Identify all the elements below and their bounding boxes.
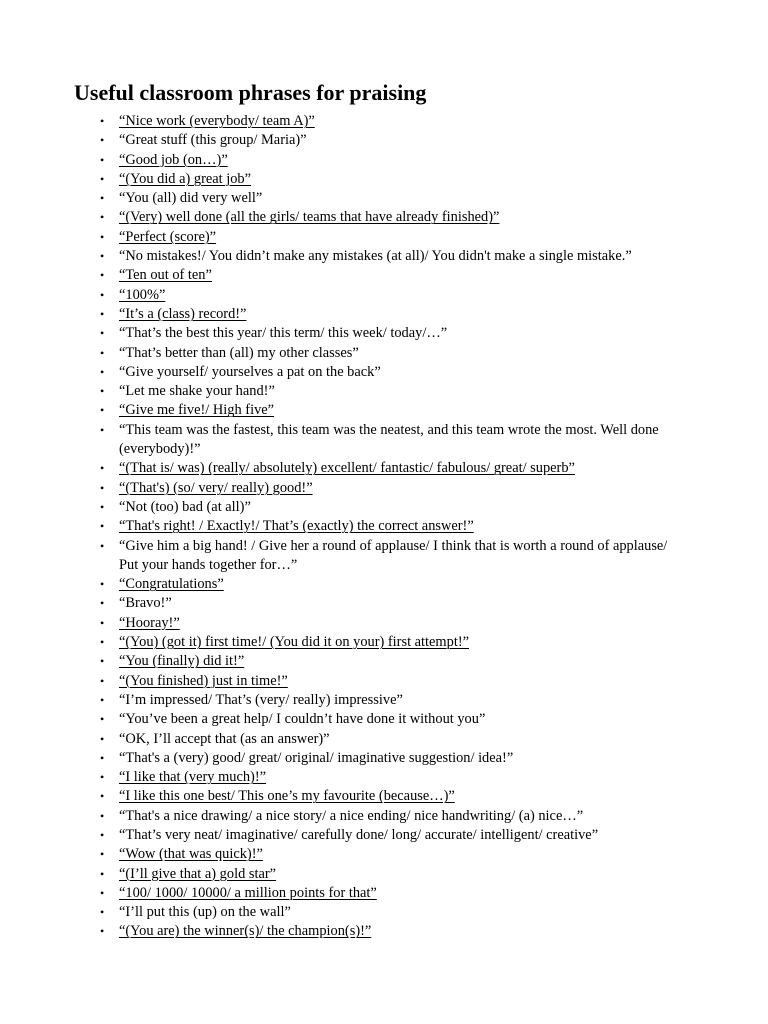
bullet-icon: • bbox=[100, 384, 105, 399]
bullet-icon: • bbox=[100, 827, 105, 842]
phrase-text: “Not (too) bad (at all)” bbox=[119, 498, 251, 515]
list-item bbox=[0, 787, 768, 806]
phrase-text: “You (finally) did it!” bbox=[119, 653, 245, 670]
phrase-text: “Ten out of ten” bbox=[119, 267, 212, 284]
bullet-icon: • bbox=[100, 422, 105, 437]
bullet-icon: • bbox=[100, 615, 105, 630]
phrase-text: “Nice work (everybody/ team A)” bbox=[119, 113, 315, 129]
list-item bbox=[0, 228, 768, 247]
list-item bbox=[0, 652, 768, 671]
list-item bbox=[0, 691, 768, 710]
list-item bbox=[0, 594, 768, 613]
list-item bbox=[0, 807, 768, 826]
phrase-text: “That's a nice drawing/ a nice story/ a nice ending/ nice handwriting/ (a) nice…” bbox=[119, 807, 584, 824]
list-item bbox=[0, 768, 768, 787]
list-item bbox=[0, 922, 768, 941]
phrase-text: “(You finished) just in time!” bbox=[119, 672, 288, 689]
phrase-text: “(You did a) great job” bbox=[119, 170, 252, 187]
list-item bbox=[0, 710, 768, 729]
phrase-text: “Good job (on…)” bbox=[119, 151, 228, 168]
phrase-text: “100%” bbox=[119, 286, 166, 303]
bullet-icon: • bbox=[100, 538, 105, 553]
list-item bbox=[0, 884, 768, 903]
bullet-icon: • bbox=[100, 847, 105, 862]
bullet-icon: • bbox=[100, 326, 105, 341]
list-item bbox=[0, 189, 768, 208]
phrase-text: “You’ve been a great help/ I couldn’t have done it without you” bbox=[119, 711, 486, 728]
bullet-icon: • bbox=[100, 268, 105, 283]
list-item bbox=[0, 633, 768, 652]
list-item bbox=[0, 614, 768, 633]
phrase-text: “(That is/ was) (really/ absolutely) excellent/ fantastic/ fabulous/ great/ superb” bbox=[119, 460, 575, 477]
bullet-icon: • bbox=[100, 712, 105, 727]
phrase-text: “OK, I’ll accept that (as an answer)” bbox=[119, 730, 330, 747]
phrase-text: “Wow (that was quick)!” bbox=[119, 846, 263, 863]
list-item bbox=[0, 363, 768, 382]
phrase-text: “(You) (got it) first time!/ (You did it on your) first attempt!” bbox=[119, 634, 470, 651]
bullet-icon: • bbox=[100, 654, 105, 669]
list-item bbox=[0, 730, 768, 749]
bullet-icon: • bbox=[100, 287, 105, 302]
list-item bbox=[0, 903, 768, 922]
phrase-text: “That’s very neat/ imaginative/ carefully done/ long/ accurate/ intelligent/ creative” bbox=[119, 826, 599, 843]
list-item bbox=[0, 401, 768, 420]
bullet-icon: • bbox=[100, 191, 105, 206]
phrase-text: “That’s better than (all) my other classes” bbox=[119, 344, 359, 361]
bullet-icon: • bbox=[100, 249, 105, 264]
list-item bbox=[0, 865, 768, 884]
page-title: Useful classroom phrases for praising bbox=[74, 80, 427, 105]
bullet-icon: • bbox=[100, 364, 105, 379]
phrase-text: “Congratulations” bbox=[119, 576, 224, 593]
bullet-icon: • bbox=[100, 345, 105, 360]
bullet-icon: • bbox=[100, 731, 105, 746]
list-item bbox=[0, 826, 768, 845]
phrase-text: “You (all) did very well” bbox=[119, 190, 263, 207]
phrase-text: “Perfect (score)” bbox=[119, 228, 217, 245]
phrase-text: “This team was the fastest, this team was the neatest, and this team wrote the most. Well done (everybody)!” bbox=[119, 421, 659, 458]
phrase-text: “I’m impressed/ That’s (very/ really) impressive” bbox=[119, 691, 403, 708]
phrase-text: “(You are) the winner(s)/ the champion(s)!” bbox=[119, 923, 372, 940]
list-item bbox=[0, 459, 768, 478]
list-item bbox=[0, 575, 768, 594]
phrase-text: “(I’ll give that a) gold star” bbox=[119, 865, 277, 882]
list-item bbox=[0, 247, 768, 266]
phrase-text: “It’s a (class) record!” bbox=[119, 305, 247, 322]
phrase-text: “I like this one best/ This one’s my favourite (because…)” bbox=[119, 788, 455, 805]
bullet-icon: • bbox=[100, 229, 105, 244]
list-item bbox=[0, 845, 768, 864]
phrase-text: “Hooray!” bbox=[119, 614, 180, 631]
list-item bbox=[0, 151, 768, 170]
bullet-icon: • bbox=[100, 635, 105, 650]
list-item bbox=[0, 749, 768, 768]
list-item bbox=[0, 112, 768, 131]
bullet-icon: • bbox=[100, 306, 105, 321]
bullet-icon: • bbox=[100, 924, 105, 939]
bullet-icon: • bbox=[100, 770, 105, 785]
bullet-icon: • bbox=[100, 808, 105, 823]
bullet-icon: • bbox=[100, 673, 105, 688]
bullet-icon: • bbox=[100, 499, 105, 514]
phrase-text: “I like that (very much)!” bbox=[119, 769, 267, 786]
phrase-text: “100/ 1000/ 10000/ a million points for that” bbox=[119, 884, 377, 901]
list-item bbox=[0, 382, 768, 401]
bullet-icon: • bbox=[100, 789, 105, 804]
phrase-text: “I’ll put this (up) on the wall” bbox=[119, 904, 291, 921]
bullet-icon: • bbox=[100, 519, 105, 534]
bullet-icon: • bbox=[100, 210, 105, 225]
list-item bbox=[0, 344, 768, 363]
list-item bbox=[0, 305, 768, 324]
bullet-icon: • bbox=[100, 750, 105, 765]
phrase-text: “Give me five!/ High five” bbox=[119, 402, 275, 419]
list-item bbox=[0, 131, 768, 150]
bullet-icon: • bbox=[100, 133, 105, 148]
list-item bbox=[0, 498, 768, 517]
bullet-icon: • bbox=[100, 577, 105, 592]
phrase-text: “That’s the best this year/ this term/ this week/ today/…” bbox=[119, 325, 448, 342]
phrase-list bbox=[0, 112, 768, 942]
bullet-icon: • bbox=[100, 171, 105, 186]
list-item bbox=[0, 266, 768, 285]
bullet-icon: • bbox=[100, 114, 105, 128]
bullet-icon: • bbox=[100, 403, 105, 418]
phrase-text: “That's right! / Exactly!/ That’s (exactly) the correct answer!” bbox=[119, 518, 474, 535]
bullet-icon: • bbox=[100, 905, 105, 920]
list-item bbox=[0, 517, 768, 536]
bullet-icon: • bbox=[100, 461, 105, 476]
phrase-text: “Give him a big hand! / Give her a round of applause/ I think that is worth a round of applause/ Put your hands together for…” bbox=[119, 537, 668, 573]
list-item bbox=[0, 537, 768, 576]
bullet-icon: • bbox=[100, 152, 105, 167]
list-item bbox=[0, 421, 768, 460]
phrase-text: “No mistakes!/ You didn’t make any mistakes (at all)/ You didn't make a single mistake.” bbox=[119, 248, 632, 265]
list-item bbox=[0, 479, 768, 498]
list-item bbox=[0, 672, 768, 691]
list-item bbox=[0, 208, 768, 227]
phrase-text: “(Very) well done (all the girls/ teams that have already finished)” bbox=[119, 209, 500, 226]
bullet-icon: • bbox=[100, 596, 105, 611]
list-item bbox=[0, 170, 768, 189]
bullet-icon: • bbox=[100, 866, 105, 881]
bullet-icon: • bbox=[100, 692, 105, 707]
phrase-text: “Great stuff (this group/ Maria)” bbox=[119, 132, 307, 149]
bullet-icon: • bbox=[100, 480, 105, 495]
phrase-text: “(That's) (so/ very/ really) good!” bbox=[119, 479, 313, 496]
bullet-icon: • bbox=[100, 885, 105, 900]
phrase-text: “Give yourself/ yourselves a pat on the back” bbox=[119, 363, 381, 380]
list-item bbox=[0, 286, 768, 305]
phrase-text: “Let me shake your hand!” bbox=[119, 383, 275, 400]
list-item bbox=[0, 324, 768, 343]
phrase-text: “Bravo!” bbox=[119, 595, 172, 612]
phrase-text: “That's a (very) good/ great/ original/ imaginative suggestion/ idea!” bbox=[119, 749, 514, 766]
